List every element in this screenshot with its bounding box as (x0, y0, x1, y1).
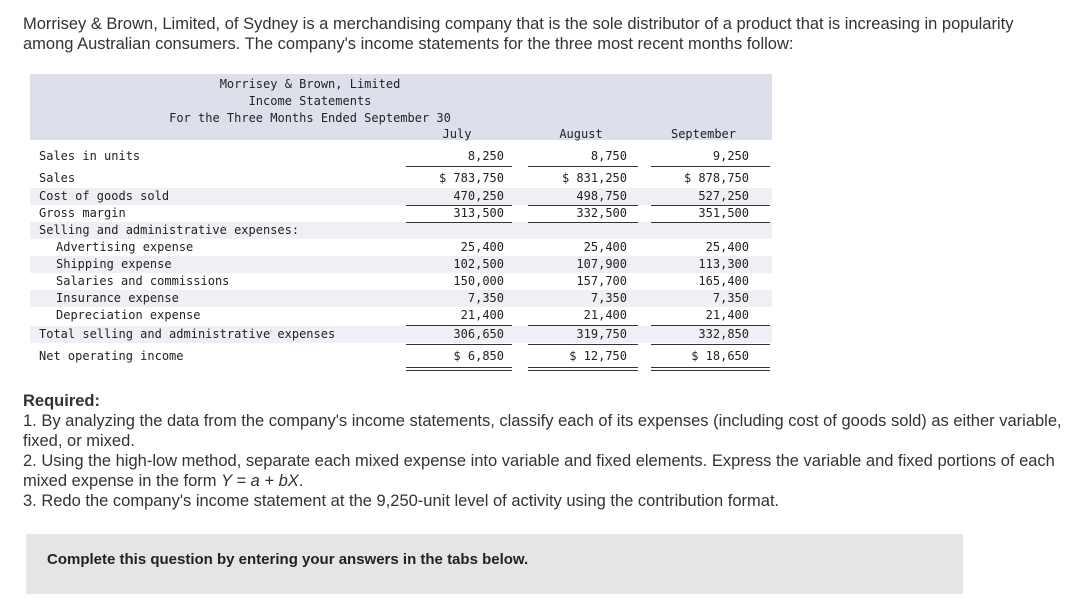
cell-september: 7,350 (712, 291, 749, 305)
required-item-2 (23, 451, 1063, 491)
row-label: Shipping expense (56, 257, 172, 271)
rule-august-total (528, 344, 638, 345)
cell-august: 7,350 (590, 291, 627, 305)
cell-august: 8,750 (590, 149, 627, 163)
double-rule-august (528, 367, 638, 371)
required-heading: Required: (23, 392, 101, 410)
row-label: Gross margin (39, 206, 126, 220)
rule-july-dep (406, 325, 512, 326)
statement-company: Morrisey & Brown, Limited (219, 77, 401, 91)
double-rule-july (406, 367, 512, 371)
row-salaries-and-commissions (30, 273, 772, 290)
cell-september: $ 18,650 (691, 349, 749, 363)
row-label: Insurance expense (56, 291, 179, 305)
cell-july: 8,250 (467, 149, 504, 163)
rule-july-gm (406, 222, 512, 223)
rule-july-cogs (406, 205, 512, 206)
cell-august: 21,400 (583, 308, 627, 322)
row-depreciation-expense (30, 307, 772, 324)
row-cost-of-goods-sold (30, 188, 772, 205)
row-sales-in-units (30, 148, 772, 165)
statement-period: For the Three Months Ended September 30 (169, 111, 451, 125)
row-total-selling-admin (30, 326, 772, 343)
required-item-1: 1. By analyzing the data from the company's income statements, classify each of its expenses (including cost of goods sold) as either variable, fixed, or mixed. (23, 412, 1062, 450)
rule-july-total (406, 344, 512, 345)
row-shipping-expense (30, 256, 772, 273)
income-statement (30, 74, 772, 374)
cell-august: 25,400 (583, 240, 627, 254)
cell-july: $ 6,850 (453, 349, 504, 363)
cell-august: $ 12,750 (569, 349, 627, 363)
cell-july: 306,650 (453, 327, 504, 341)
rule-september-gm (651, 222, 770, 223)
row-advertising-expense (30, 239, 772, 256)
tabs-prompt-text: Complete this question by entering your answers in the tabs below. (47, 551, 529, 568)
cell-september: 351,500 (698, 206, 749, 220)
cell-september: $ 878,750 (683, 171, 749, 185)
cell-august: 498,750 (576, 189, 627, 203)
required-item-2-text: 2. Using the high-low method, separate each mixed expense into variable and fixed elements. Express the variable and fixed portions of each mixed expense in the form (23, 452, 1055, 490)
rule-september-cogs (651, 205, 770, 206)
cell-july: 7,350 (467, 291, 504, 305)
cell-july: $ 783,750 (438, 171, 504, 185)
row-selling-admin-heading (30, 222, 772, 239)
rule-september-total (651, 344, 770, 345)
cell-august: 107,900 (576, 257, 627, 271)
cell-july: 21,400 (460, 308, 504, 322)
row-label: Total selling and administrative expenses (39, 327, 336, 341)
required-item-2-end: . (298, 472, 304, 490)
row-label: Sales (39, 171, 76, 185)
required-section (23, 391, 1063, 511)
problem-intro: Morrisey & Brown, Limited, of Sydney is a merchandising company that is the sole distributor of a product that is increasing in popularity among Australian consumers. The company's income statements for the three most recent months follow: (23, 15, 1014, 53)
cell-september: 165,400 (698, 274, 749, 288)
statement-title: Income Statements (248, 94, 372, 108)
cell-july: 25,400 (460, 240, 504, 254)
cell-july: 150,000 (453, 274, 504, 288)
cell-september: 332,850 (698, 327, 749, 341)
cell-september: 9,250 (712, 149, 749, 163)
rule-august-cogs (528, 205, 638, 206)
row-net-operating-income (30, 348, 772, 365)
rule-august-gm (528, 222, 638, 223)
row-label: Advertising expense (56, 240, 194, 254)
row-gross-margin (30, 205, 772, 222)
cell-august: 332,500 (576, 206, 627, 220)
row-label: Salaries and commissions (56, 274, 230, 288)
cell-july: 470,250 (453, 189, 504, 203)
row-insurance-expense (30, 290, 772, 307)
row-label: Net operating income (39, 349, 184, 363)
row-label: Selling and administrative expenses: (39, 223, 300, 237)
cell-july: 102,500 (453, 257, 504, 271)
rule-july-units (406, 166, 512, 167)
rule-september-dep (651, 325, 770, 326)
cell-september: 527,250 (698, 189, 749, 203)
column-header-august: August (559, 127, 603, 141)
cell-august: 157,700 (576, 274, 627, 288)
rule-september-units (651, 166, 770, 167)
column-header-july: July (442, 127, 472, 141)
cell-september: 21,400 (705, 308, 749, 322)
required-item-2-formula: Y = a + bX (221, 472, 299, 490)
rule-august-dep (528, 325, 638, 326)
row-sales (30, 170, 772, 187)
cell-august: 319,750 (576, 327, 627, 341)
cell-september: 25,400 (705, 240, 749, 254)
cell-august: $ 831,250 (561, 171, 627, 185)
row-label: Depreciation expense (56, 308, 201, 322)
column-header-september: September (670, 127, 737, 141)
cell-september: 113,300 (698, 257, 749, 271)
row-label: Sales in units (39, 149, 141, 163)
cell-july: 313,500 (453, 206, 504, 220)
rule-august-units (528, 166, 638, 167)
row-label: Cost of goods sold (39, 189, 170, 203)
tabs-prompt-box (26, 534, 963, 594)
double-rule-september (651, 367, 770, 371)
required-item-3: 3. Redo the company's income statement at the 9,250-unit level of activity using the contribution format. (23, 492, 780, 510)
